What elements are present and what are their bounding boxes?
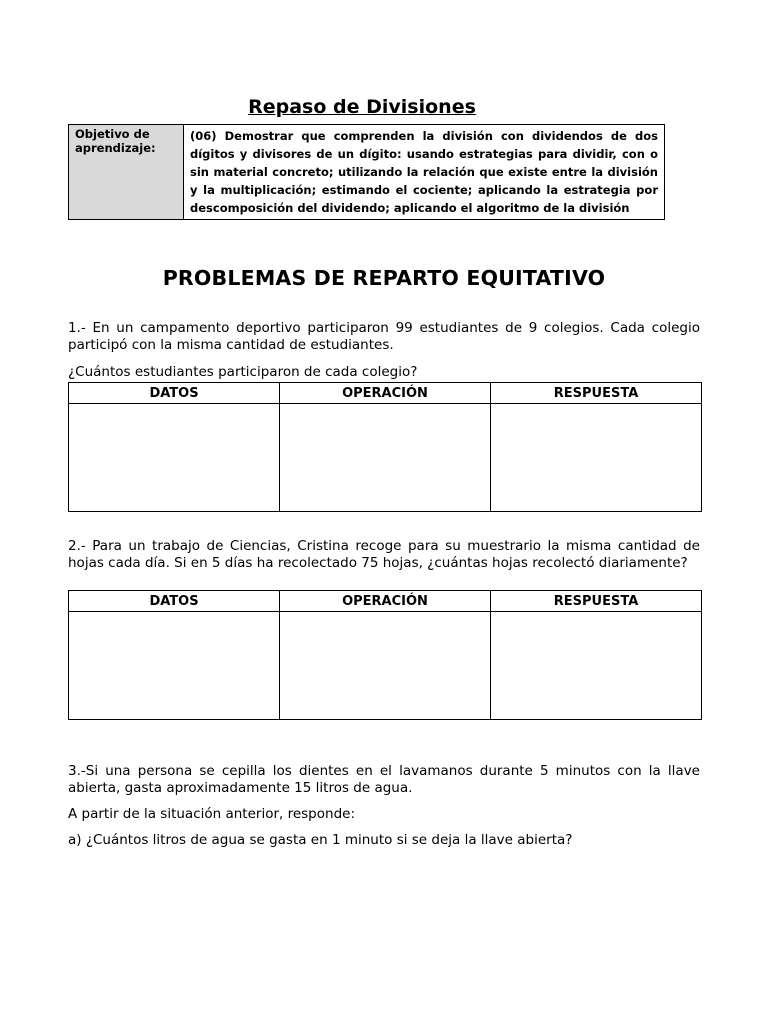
problem-1-question: ¿Cuántos estudiantes participaron de cada colegio? (68, 364, 418, 380)
cell-operacion[interactable] (280, 404, 491, 512)
answer-table-1 (68, 382, 702, 512)
section-title: PROBLEMAS DE REPARTO EQUITATIVO (162, 266, 606, 290)
header-operacion: OPERACIÓN (280, 383, 491, 404)
problem-3-instruction: A partir de la situación anterior, responde: (68, 806, 355, 822)
header-datos: DATOS (69, 383, 280, 404)
cell-datos[interactable] (69, 612, 280, 720)
header-respuesta: RESPUESTA (491, 591, 702, 612)
answer-table-2 (68, 590, 702, 720)
page-title: Repaso de Divisiones (248, 96, 476, 118)
problem-1-text: 1.- En un campamento deportivo participaron 99 estudiantes de 9 colegios. Cada colegio participó con la misma cantidad de estudiantes. (68, 320, 700, 353)
objective-table (68, 124, 665, 220)
problem-3-question-a: a) ¿Cuántos litros de agua se gasta en 1 minuto si se deja la llave abierta? (68, 832, 573, 848)
cell-datos[interactable] (69, 404, 280, 512)
header-datos: DATOS (69, 591, 280, 612)
header-respuesta: RESPUESTA (491, 383, 702, 404)
problem-3-text: 3.-Si una persona se cepilla los dientes en el lavamanos durante 5 minutos con la llave abierta, gasta aproximadamente 15 litros de agua. (68, 763, 700, 796)
objective-label: Objetivo de aprendizaje: (69, 125, 184, 220)
cell-respuesta[interactable] (491, 612, 702, 720)
problem-2-text: 2.- Para un trabajo de Ciencias, Cristina recoge para su muestrario la misma cantidad de hojas cada día. Si en 5 días ha recolectado 75 hojas, ¿cuántas hojas recolectó diariamente? (68, 538, 700, 571)
objective-text: (06) Demostrar que comprenden la división con dividendos de dos dígitos y divisores de un dígito: usando estrategias para dividir, con o sin material concreto; utilizando la relación que existe entre la división y la multiplicación; estimando el cociente; aplicando la estrategia por descomposición del dividendo; aplicando el algoritmo de la división (184, 125, 665, 220)
cell-respuesta[interactable] (491, 404, 702, 512)
header-operacion: OPERACIÓN (280, 591, 491, 612)
cell-operacion[interactable] (280, 612, 491, 720)
